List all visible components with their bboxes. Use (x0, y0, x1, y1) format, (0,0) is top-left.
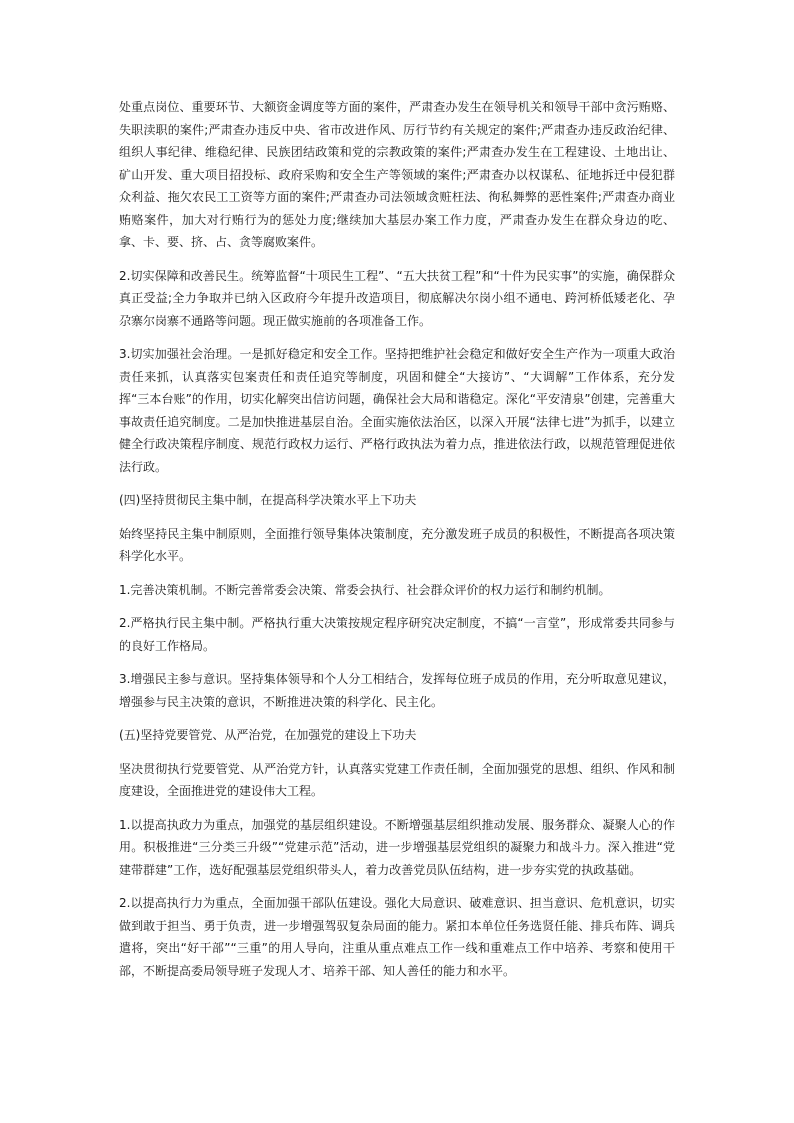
paragraph-case-investigation: 处重点岗位、重要环节、大额资金调度等方面的案件，严肃查办发生在领导机关和领导干部中贪污贿赂、失职渎职的案件;严肃查办违反中央、省市改进作风、厉行节约有关规定的案件;严肃查办违反政治纪律、组织人事纪律、维稳纪律、民族团结政策和党的宗教政策的案件;严肃查办发生在工程建设、土地出让、矿山开发、重大项目招投标、政府采购和安全生产等领域的案件;严肃查办以权谋私、征地拆迁中侵犯群众利益、拖欠农民工工资等方面的案件;严肃查办司法领域贪赃枉法、徇私舞弊的恶性案件;严肃查办商业贿赂案件，加大对行贿行为的惩处力度;继续加大基层办案工作力度，严肃查办发生在群众身边的吃、拿、卡、要、挤、占、贪等腐败案件。 (119, 100, 675, 249)
paragraph-democratic-participation: 3.增强民主参与意识。坚持集体领导和个人分工相结合，发挥每位班子成员的作用，充分听取意见建议，增强参与民主决策的意识，不断推进决策的科学化、民主化。 (119, 672, 675, 709)
section-heading-party-building: (五)坚持党要管党、从严治党，在加强党的建设上下功夫 (119, 728, 417, 742)
paragraph-decision-mechanism: 1.完善决策机制。不断完善常委会决策、常委会执行、社会群众评价的权力运行和制约机制。 (119, 582, 611, 597)
paragraph-grassroots-organization: 1.以提高执政力为重点，加强党的基层组织建设。不断增强基层组织推动发展、服务群众、凝聚人心的作用。积极推进“三分类三升级”“党建示范”活动，进一步增强基层党组织的凝聚力和战斗力。深入推进“党建带群建”工作，选好配强基层党组织带头人，着力改善党员队伍结构，进一步夯实党的执政基础。 (119, 817, 675, 877)
document-page (119, 96, 675, 982)
paragraph-social-governance: 3.切实加强社会治理。一是抓好稳定和安全工作。坚持把维护社会稳定和做好安全生产作为一项重大政治责任来抓，认真落实包案责任和责任追究等制度，巩固和健全“大接访”、“大调解”工作体系，充分发挥“三本台账”的作用，切实化解突出信访问题，确保社会大局和谐稳定。深化“平安清泉”创建，完善重大事故责任追究制度。二是加快推进基层自治。全面实施依法治区，以深入开展“法律七进”为抓手，以建立健全行政决策程序制度、规范行政权力运行、严格行政执法为着力点，推进依法行政，以规范管理促进依法行政。 (119, 347, 675, 474)
paragraph-party-building-intro: 坚决贯彻执行党要管党、从严治党方针，认真落实党建工作责任制，全面加强党的思想、组织、作风和制度建设，全面推进党的建设伟大工程。 (119, 761, 675, 798)
paragraph-strict-execution: 2.严格执行民主集中制。严格执行重大决策按规定程序研究决定制度，不搞“一言堂”，形成常委共同参与的良好工作格局。 (119, 616, 675, 653)
paragraph-cadre-team: 2.以提高执行力为重点，全面加强干部队伍建设。强化大局意识、破难意识、担当意识、危机意识，切实做到敢于担当、勇于负责，进一步增强驾驭复杂局面的能力。紧扣本单位任务选贤任能、排兵布阵、调兵遣将，突出“好干部”“三重”的用人导向，注重从重点难点工作一线和重难点工作中培养、考察和使用干部，不断提高委局领导班子发现人才、培养干部、知人善任的能力和水平。 (119, 896, 675, 978)
paragraph-democratic-centralism-intro: 始终坚持民主集中制原则，全面推行领导集体决策制度，充分激发班子成员的积极性，不断提高各项决策科学化水平。 (119, 526, 675, 563)
section-heading-democratic-centralism: (四)坚持贯彻民主集中制，在提高科学决策水平上下功夫 (119, 493, 417, 507)
paragraph-livelihood: 2.切实保障和改善民生。统筹监督“十项民生工程”、“五大扶贫工程”和“十件为民实事”的实施，确保群众真正受益;全力争取并已纳入区政府今年提升改造项目，彻底解决尔岗小组不通电、跨河桥低矮老化、孕尕寨尔岗寨不通路等问题。现正做实施前的各项准备工作。 (119, 268, 675, 328)
